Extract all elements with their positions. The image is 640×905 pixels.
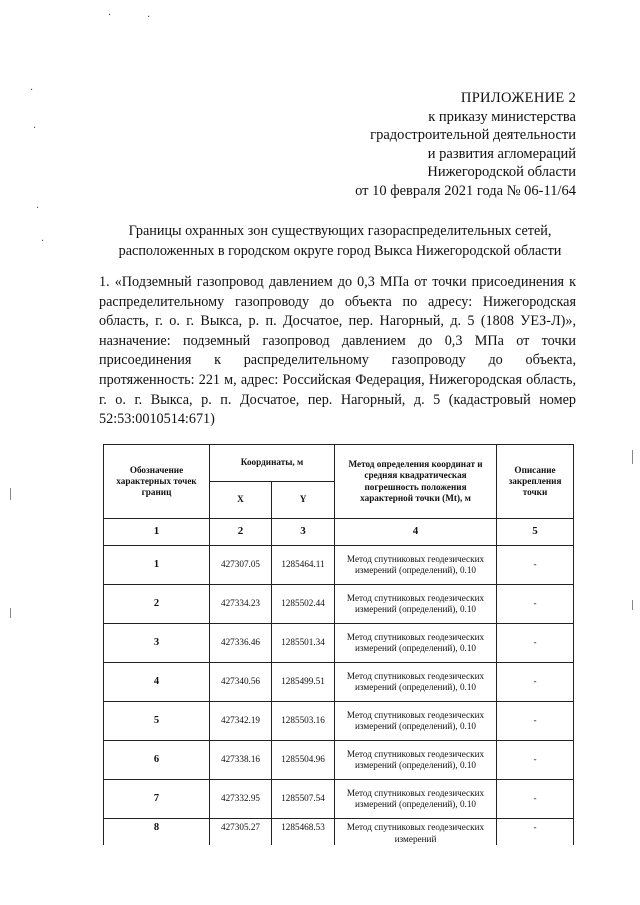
col-number: 4 [335, 519, 497, 546]
scan-speck: · [147, 12, 151, 23]
scan-speck: · [36, 203, 40, 214]
table-row [104, 546, 574, 585]
scan-line [632, 600, 633, 610]
col-number: 5 [497, 519, 574, 546]
coordinates-table [103, 444, 574, 845]
table-row [104, 663, 574, 702]
appendix-line: и развития агломераций [427, 145, 576, 162]
scan-speck: · [30, 85, 34, 96]
coord-y: 1285507.54 [272, 780, 335, 819]
appendix-line: Нижегородской области [427, 164, 576, 180]
appendix-heading: ПРИЛОЖЕНИЕ 2 [460, 90, 576, 106]
title-line-1: Границы охранных зон существующих газораспределительных сетей, [128, 223, 552, 239]
appendix-line: градостроительной деятельности [370, 127, 576, 143]
document-title [60, 222, 620, 261]
header-x: X [210, 482, 272, 519]
coord-x: 427336.46 [210, 624, 272, 663]
coord-x: 427305.27 [210, 819, 272, 846]
scan-speck: · [41, 236, 45, 247]
method-text: Метод спутниковых геодезических измерений (определений), 0.10 [335, 624, 497, 663]
header-y: Y [272, 482, 335, 519]
point-number: 4 [104, 663, 210, 702]
col-number: 2 [210, 519, 272, 546]
appendix-line: от 10 февраля 2021 года № 06-11/64 [355, 182, 576, 199]
coord-y: 1285503.16 [272, 702, 335, 741]
method-text: Метод спутниковых геодезических измерений (определений), 0.10 [335, 702, 497, 741]
method-text: Метод спутниковых геодезических измерений [335, 819, 497, 846]
point-number: 7 [104, 780, 210, 819]
header-designation: Обозначение характерных точек границ [104, 445, 210, 519]
method-text: Метод спутниковых геодезических измерений (определений), 0.10 [335, 585, 497, 624]
point-number: 8 [104, 819, 210, 846]
table-row [104, 624, 574, 663]
col-number: 1 [104, 519, 210, 546]
table-row [104, 819, 574, 846]
coord-x: 427338.16 [210, 741, 272, 780]
fixing-description: - [497, 702, 574, 741]
header-method: Метод определения координат и средняя квадратическая погрешность положения характерной точки (Mt), м [335, 445, 497, 519]
appendix-header [355, 89, 576, 200]
col-number: 3 [272, 519, 335, 546]
fixing-description: - [497, 585, 574, 624]
point-number: 6 [104, 741, 210, 780]
fixing-description: - [497, 741, 574, 780]
fixing-description: - [497, 780, 574, 819]
scan-line [10, 608, 11, 618]
fixing-description: - [497, 546, 574, 585]
coord-y: 1285501.34 [272, 624, 335, 663]
point-number: 1 [104, 546, 210, 585]
scan-speck: · [33, 123, 37, 134]
appendix-line: к приказу министерства [428, 108, 576, 125]
coord-y: 1285504.96 [272, 741, 335, 780]
header-description: Описание закрепления точки [497, 445, 574, 519]
header-coords: Координаты, м [210, 445, 335, 482]
point-number: 5 [104, 702, 210, 741]
method-text: Метод спутниковых геодезических измерений (определений), 0.10 [335, 546, 497, 585]
coord-x: 427334.23 [210, 585, 272, 624]
coord-x: 427342.19 [210, 702, 272, 741]
point-number: 3 [104, 624, 210, 663]
coord-y: 1285464.11 [272, 546, 335, 585]
method-text: Метод спутниковых геодезических измерений (определений), 0.10 [335, 780, 497, 819]
coord-x: 427332.95 [210, 780, 272, 819]
fixing-description: - [497, 663, 574, 702]
scan-speck: · [108, 10, 112, 21]
coord-y: 1285499.51 [272, 663, 335, 702]
table-row [104, 741, 574, 780]
coord-y: 1285502.44 [272, 585, 335, 624]
scan-line [632, 450, 633, 464]
object-description: 1. «Подземный газопровод давлением до 0,3 МПа от точки присоединения к распределительному газопроводу до объекта по адресу: Нижегородская область, г. о. г. Выкса, р. п. Досчатое, пер. Нагорный, д. 5 (1808 УЕЗ-Л)», назначение: подземный газопровод давлением до 0,3 МПа от точки присоединения к распределительному газопроводу до объекта, протяженность: 221 м, адрес: Российская Федерация, Нижегородская область, г. о. г. Выкса, р. п. Досчатое, пер. Нагорный, д. 5 (кадастровый номер 52:53:0010514:671) [99, 274, 576, 428]
coord-y: 1285468.53 [272, 819, 335, 846]
coord-x: 427307.05 [210, 546, 272, 585]
fixing-description: - [497, 819, 574, 846]
method-text: Метод спутниковых геодезических измерений (определений), 0.10 [335, 741, 497, 780]
fixing-description: - [497, 624, 574, 663]
table-row [104, 585, 574, 624]
coord-x: 427340.56 [210, 663, 272, 702]
scan-line [10, 488, 11, 500]
method-text: Метод спутниковых геодезических измерений (определений), 0.10 [335, 663, 497, 702]
title-line-2: расположенных в городском округе город Выкса Нижегородской области [118, 242, 562, 259]
table-row [104, 780, 574, 819]
table-row [104, 702, 574, 741]
point-number: 2 [104, 585, 210, 624]
